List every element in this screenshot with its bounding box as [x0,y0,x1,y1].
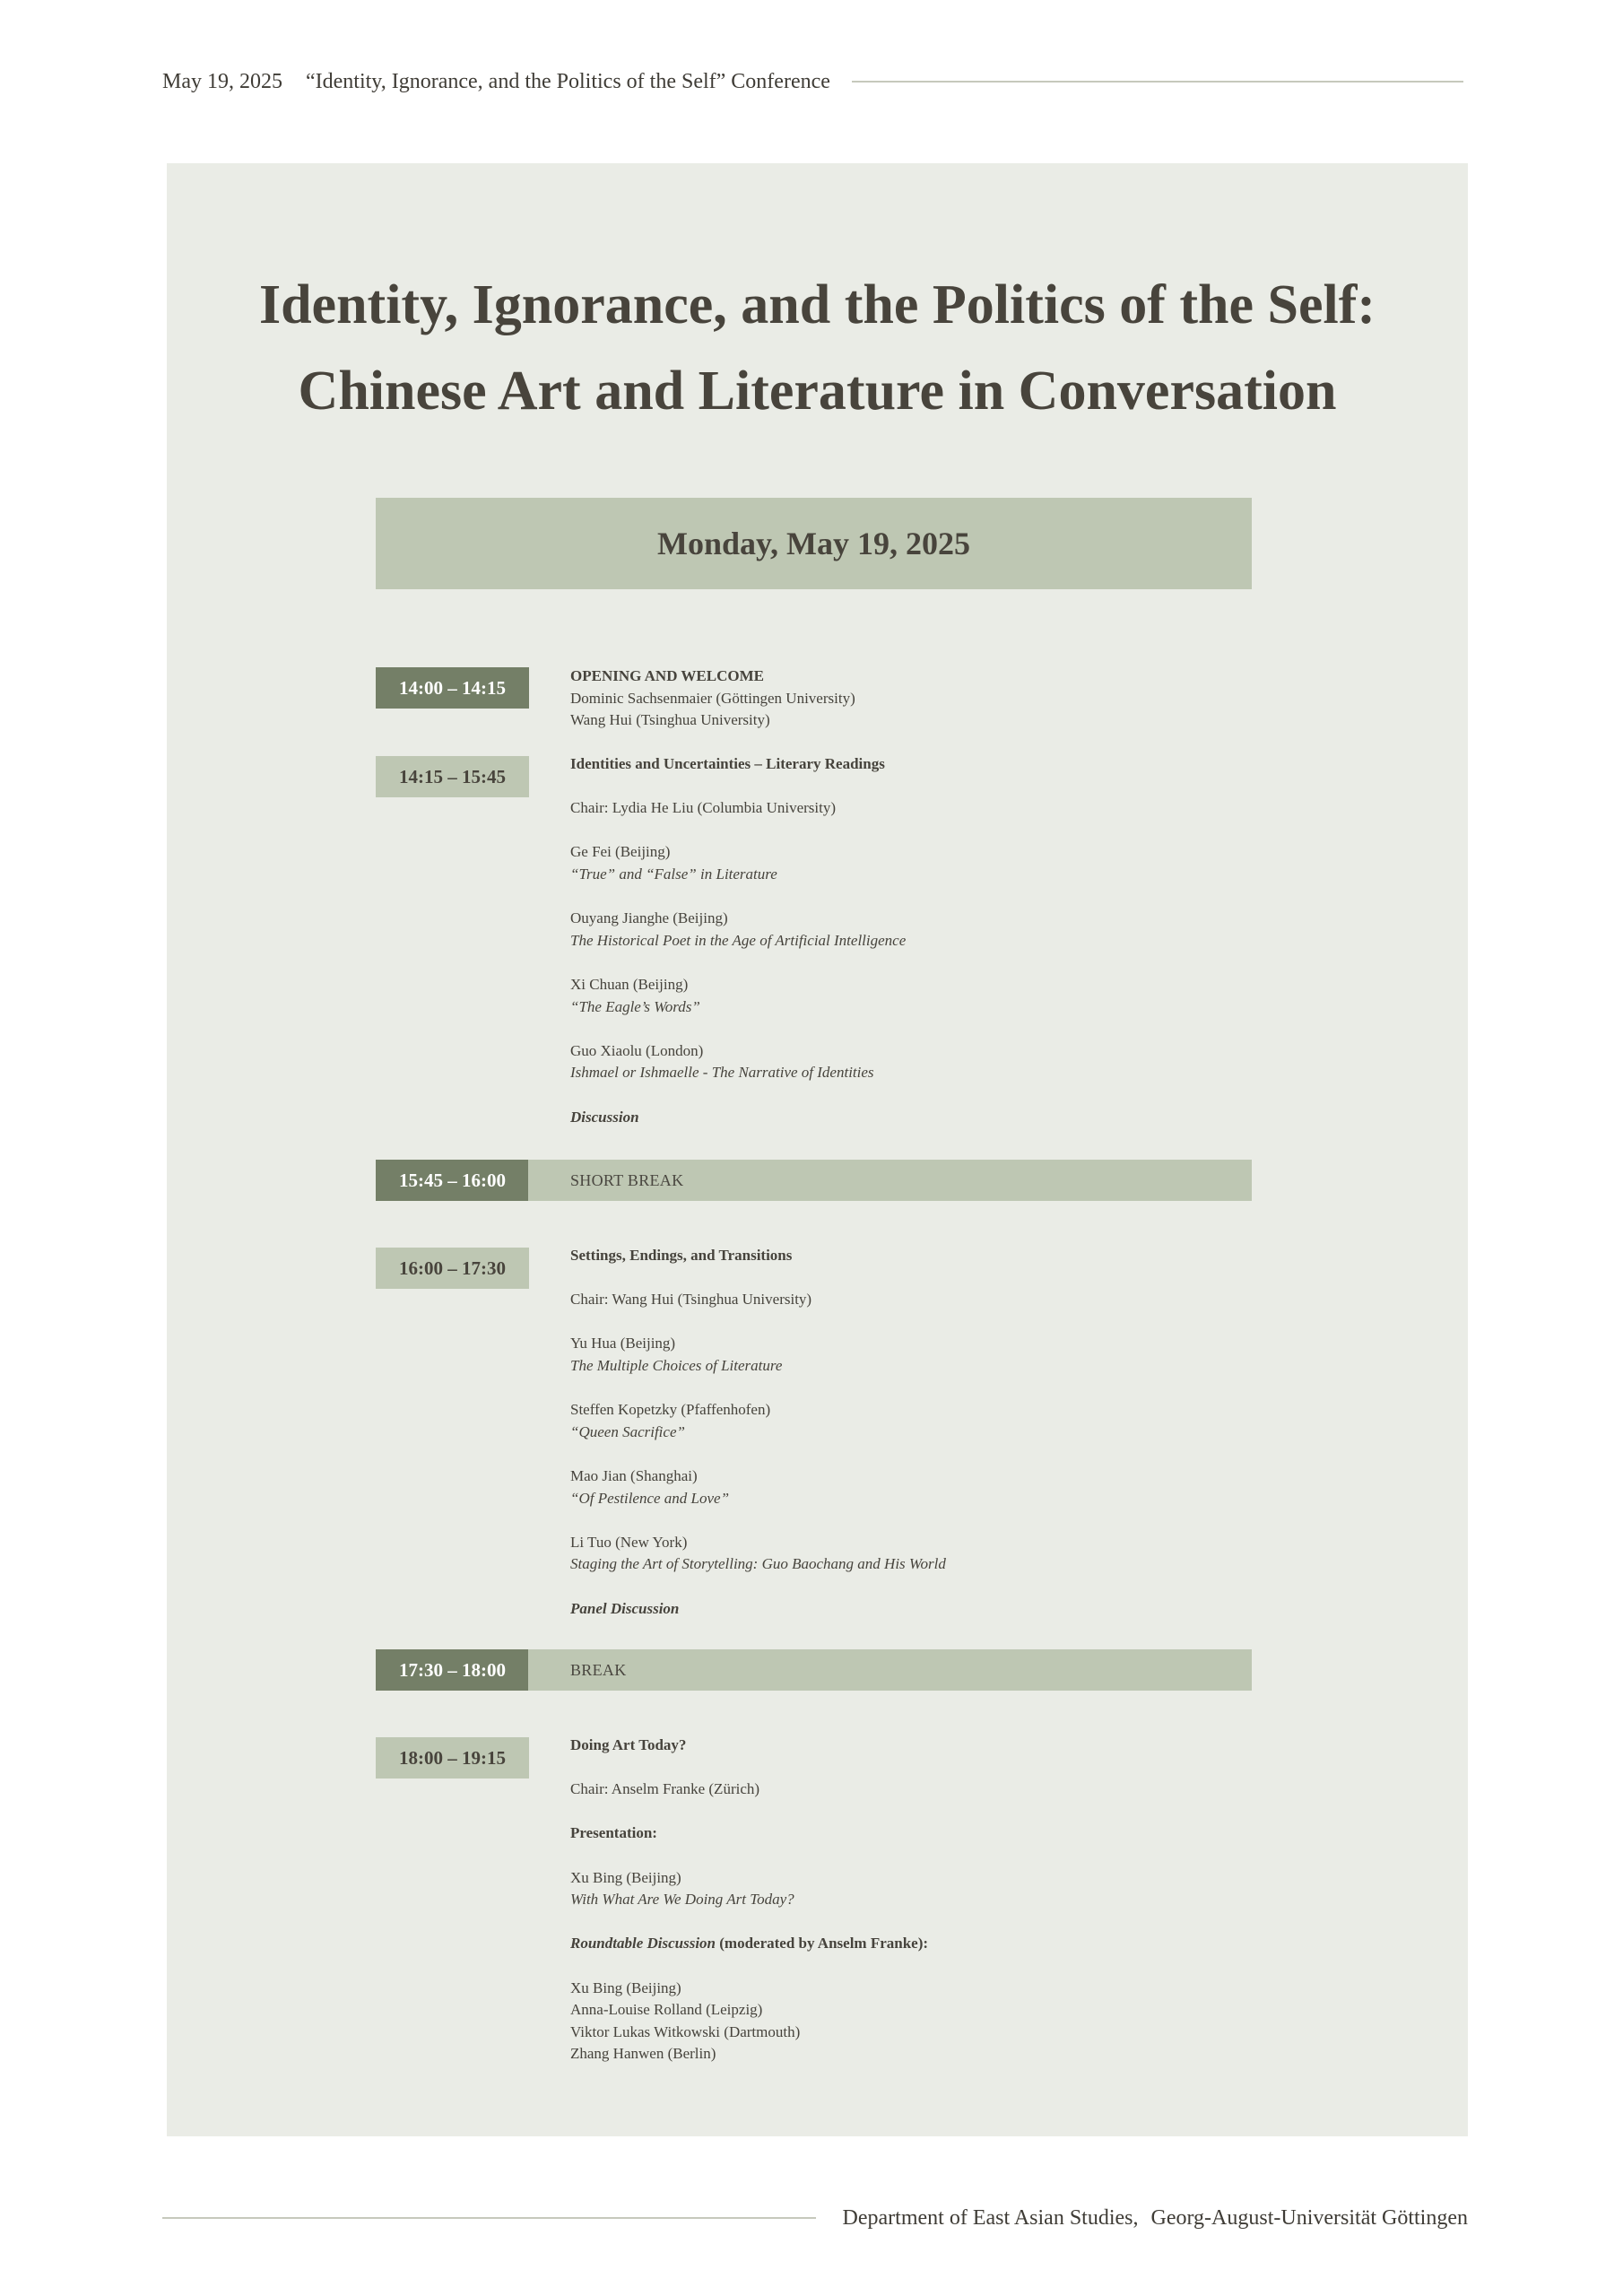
session-chair: Chair: Lydia He Liu (Columbia University) [570,799,837,817]
roundtable-heading [570,1933,1252,1955]
day-banner: Monday, May 19, 2025 [376,498,1252,589]
roundtable-participant: Anna-Louise Rolland (Leipzig) [570,2001,763,2019]
talk-title: “Of Pestilence and Love” [570,1489,730,1507]
talk-title: With What Are We Doing Art Today? [570,1891,794,1909]
session-chair: Chair: Anselm Franke (Zürich) [570,1780,760,1798]
footer-university: Georg-August-Universität Göttingen [1150,2205,1468,2230]
time-slot-session-3: 18:00 – 19:15 [376,1737,529,1779]
title-line-2: Chinese Art and Literature in Conversation [298,361,1337,422]
presentation-label: Presentation: [570,1824,657,1842]
short-break-band: SHORT BREAK [528,1160,1252,1201]
talk-title: The Historical Poet in the Age of Artificial Intelligence [570,931,907,949]
talk-title: Staging the Art of Storytelling: Guo Baochang and His World [570,1555,946,1573]
talk-speaker: Yu Hua (Beijing) [570,1335,676,1352]
time-slot-short-break: 15:45 – 16:00 [376,1160,529,1201]
time-slot-break: 17:30 – 18:00 [376,1649,529,1691]
roundtable-participant: Zhang Hanwen (Berlin) [570,2045,716,2063]
footer-rule [162,2217,816,2219]
talk-speaker: Ge Fei (Beijing) [570,843,671,861]
program-panel [167,163,1468,2136]
time-slot-opening: 14:00 – 14:15 [376,667,529,709]
title-line-1: Identity, Ignorance, and the Politics of the Self: [258,274,1376,335]
speaker: Dominic Sachsenmaier (Göttingen University) [570,689,855,707]
session-2 [570,1245,1252,1620]
session-1 [570,753,1252,1128]
running-header [162,66,1463,97]
talk-speaker: Guo Xiaolu (London) [570,1041,704,1059]
session-heading: Doing Art Today? [570,1736,687,1753]
session-heading: Settings, Endings, and Transitions [570,1247,793,1264]
roundtable-moderator: (moderated by Anselm Franke): [716,1935,929,1952]
talk-speaker: Mao Jian (Shanghai) [570,1466,698,1484]
footer-department: Department of East Asian Studies, [842,2205,1139,2230]
talk-title: The Multiple Choices of Literature [570,1356,783,1374]
session-heading: Identities and Uncertainties – Literary Readings [570,755,885,772]
session-opening [570,665,1252,732]
roundtable-label: Roundtable Discussion [570,1935,716,1952]
session-3 [570,1735,1252,2066]
roundtable-participant: Viktor Lukas Witkowski (Dartmouth) [570,2022,801,2040]
session-chair: Chair: Wang Hui (Tsinghua University) [570,1291,812,1309]
speaker: Wang Hui (Tsinghua University) [570,711,770,729]
time-slot-session-1: 14:15 – 15:45 [376,756,529,797]
talk-title: “True” and “False” in Literature [570,865,777,883]
talk-speaker: Ouyang Jianghe (Beijing) [570,909,728,927]
time-slot-session-2: 16:00 – 17:30 [376,1248,529,1289]
talk-title: “The Eagle’s Words” [570,997,700,1015]
session-heading: OPENING AND WELCOME [570,667,764,684]
session-closing: Panel Discussion [570,1599,680,1617]
talk-speaker: Li Tuo (New York) [570,1533,688,1551]
talk-speaker: Steffen Kopetzky (Pfaffenhofen) [570,1401,771,1419]
talk-speaker: Xi Chuan (Beijing) [570,975,689,993]
break-band: BREAK [528,1649,1252,1691]
program-title [167,262,1468,434]
header-rule [852,81,1463,83]
talk-title: Ishmael or Ishmaelle - The Narrative of Identities [570,1064,874,1082]
header-conference-name: “Identity, Ignorance, and the Politics of the Self” Conference [306,69,830,93]
session-closing: Discussion [570,1108,639,1126]
header-date: May 19, 2025 [162,69,282,93]
talk-speaker: Xu Bing (Beijing) [570,1868,681,1886]
roundtable-participant: Xu Bing (Beijing) [570,1979,681,1996]
running-footer [162,2202,1468,2234]
talk-title: “Queen Sacrifice” [570,1422,685,1440]
